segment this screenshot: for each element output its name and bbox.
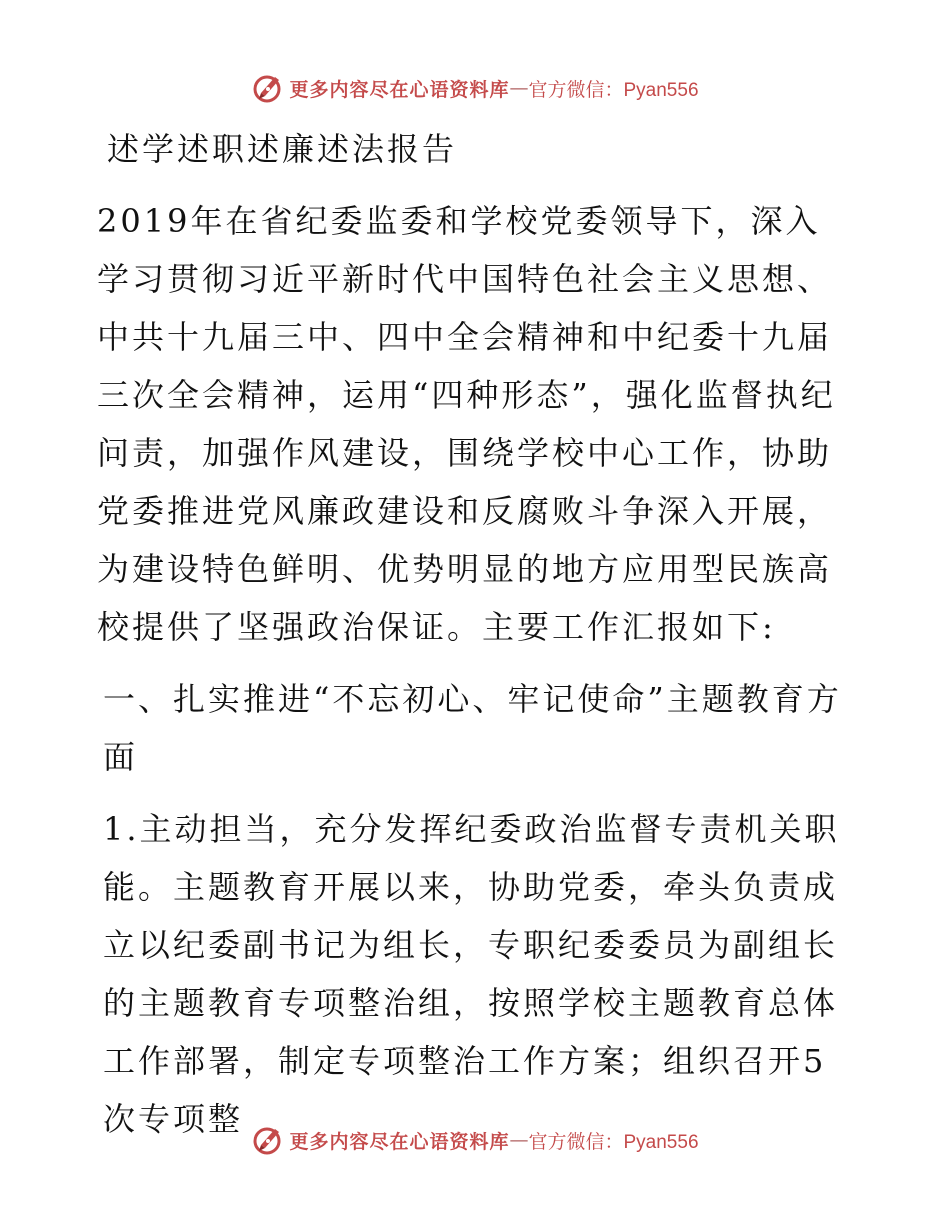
document-body bbox=[97, 120, 849, 1148]
banner-brand-text: 更多内容尽在心语资料库 bbox=[289, 1130, 510, 1153]
banner-wechat-text: 官方微信：Pyan556 bbox=[528, 1131, 699, 1153]
banner-separator: — bbox=[509, 77, 529, 99]
banner-wechat-text: 官方微信：Pyan556 bbox=[528, 79, 699, 101]
banner-separator: — bbox=[509, 1129, 529, 1151]
footer-watermark-banner bbox=[0, 1122, 950, 1158]
document-title: 述学述职述廉述法报告 bbox=[107, 130, 458, 168]
header-watermark-banner bbox=[0, 70, 950, 106]
section-heading-1: 一、扎实推进“不忘初心、牢记使命”主题教育方面 bbox=[103, 680, 842, 776]
section-item-1: 1.主动担当，充分发挥纪委政治监督专责机关职能。主题教育开展以来，协助党委，牵头负责成立以纪委副书记为组长，专职纪委委员为副组长的主题教育专项整治组，按照学校主题教育总体工作部署，制定专项整治工作方案；组织召开5次专项整 bbox=[103, 810, 840, 1138]
pen-logo-icon bbox=[251, 71, 285, 105]
pen-logo-icon bbox=[251, 1123, 285, 1157]
intro-paragraph: 2019年在省纪委监委和学校党委领导下，深入学习贯彻习近平新时代中国特色社会主义思想、中共十九届三中、四中全会精神和中纪委十九届三次全会精神，运用“四种形态”，强化监督执纪问责，加强作风建设，围绕学校中心工作，协助党委推进党风廉政建设和反腐败斗争深入开展，为建设特色鲜明、优势明显的地方应用型民族高校提供了坚强政治保证。主要工作汇报如下: bbox=[97, 202, 836, 646]
banner-brand-text: 更多内容尽在心语资料库 bbox=[289, 78, 510, 101]
